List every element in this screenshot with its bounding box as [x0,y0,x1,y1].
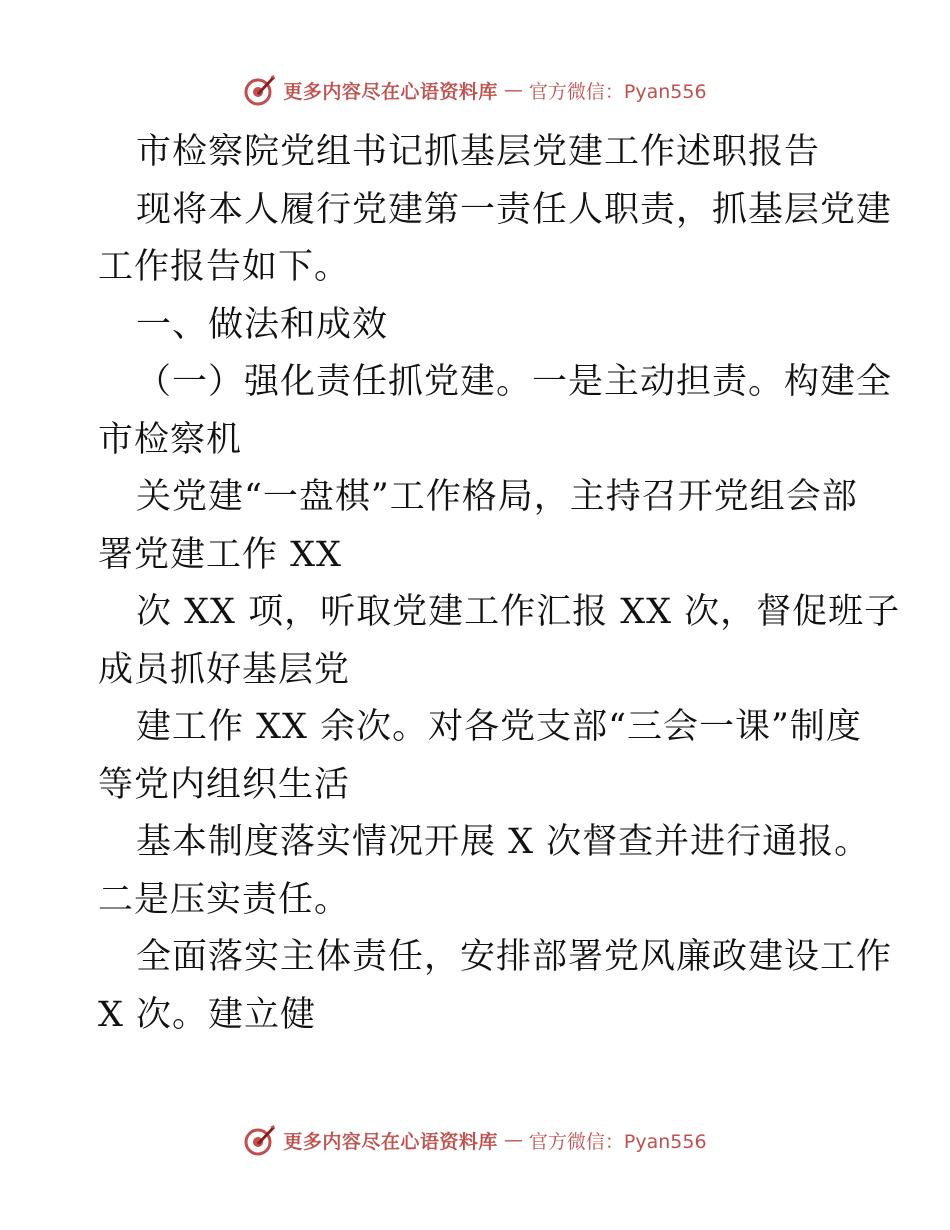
section-heading: 一、做法和成效 [136,304,389,345]
paragraph-line: X 次。建立健 [98,994,317,1035]
banner-library-text: 更多内容尽在心语资料库 [283,1130,498,1153]
paragraph-line: 二是压实责任。 [98,879,351,920]
paragraph-line: 全面落实主体责任，安排部署党风廉政建设工作 [136,937,893,977]
footer-banner [0,1120,950,1160]
paragraph-line: 关党建“一盘棋”工作格局，主持召开党组会部 [136,477,858,517]
paragraph-line: 工作报告如下。 [98,247,351,287]
banner-dash: — [503,79,523,101]
paragraph-line: 市检察机 [98,419,243,460]
paragraph-line: 成员抓好基层党 [98,649,351,690]
paragraph-line: 次 XX 项，听取党建工作汇报 XX 次，督促班子 [136,592,901,632]
header-banner [0,70,950,110]
banner-wechat-text: 官方微信：Pyan556 [528,1130,707,1153]
banner-wechat-text: 官方微信：Pyan556 [528,80,707,103]
paragraph-line: 署党建工作 XX [98,534,342,575]
document-body [98,124,901,1044]
paragraph-line: 现将本人履行党建第一责任人职责，抓基层党建 [136,189,893,230]
quill-logo-icon [243,73,277,107]
paragraph-line: 等党内组织生活 [98,764,351,805]
paragraph-line: （一）强化责任抓党建。一是主动担责。构建全 [136,362,893,402]
quill-logo-icon [243,1123,277,1157]
banner-library-text: 更多内容尽在心语资料库 [283,80,498,103]
banner-dash: — [503,1129,523,1151]
paragraph-line: 基本制度落实情况开展 X 次督查并进行通报。 [136,822,871,862]
paragraph-line: 建工作 XX 余次。对各党支部“三会一课”制度 [136,707,862,747]
document-title: 市检察院党组书记抓基层党建工作述职报告 [136,132,821,172]
